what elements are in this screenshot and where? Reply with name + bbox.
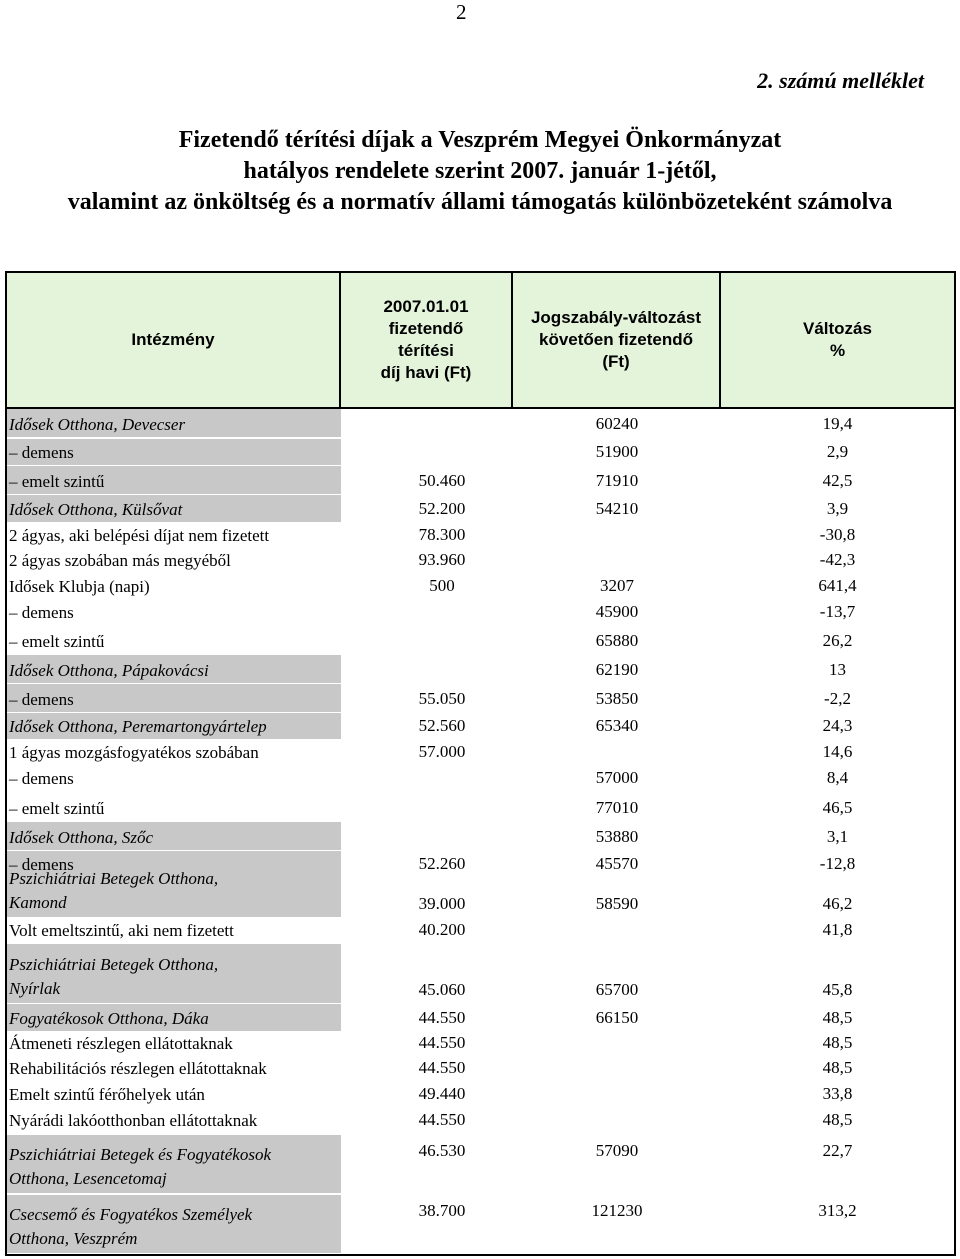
fee-table (5, 271, 956, 1256)
row-change: 3,9 (826, 499, 849, 518)
institution-text: – emelt szintű (9, 632, 341, 652)
table-row (7, 655, 954, 683)
row-institution (7, 792, 341, 821)
institution-text: Emelt szintű férőhelyek után (9, 1085, 205, 1104)
row-fee-2007 (341, 434, 513, 437)
row-change: 48,5 (822, 1008, 853, 1027)
row-institution (7, 1108, 341, 1133)
row-fee-after: 54210 (595, 499, 639, 518)
institution-text: – demens (9, 443, 341, 463)
title-line: hatályos rendelete szerint 2007. január 1-jétől, (243, 158, 717, 184)
row-institution (7, 548, 341, 573)
table-row (7, 822, 954, 850)
row-institution (7, 626, 341, 654)
row-fee-2007: 45.060 (418, 980, 466, 999)
row-fee-2007: 93.960 (418, 550, 466, 569)
row-fee-after: 62190 (595, 660, 639, 679)
row-fee-after: 65700 (595, 980, 639, 999)
row-institution (7, 1082, 341, 1107)
row-change: 46,5 (822, 798, 853, 817)
row-change: -12,8 (819, 854, 856, 873)
row-fee-2007: 39.000 (418, 894, 466, 913)
row-fee-2007: 40.200 (418, 920, 466, 939)
row-fee-after: 45570 (595, 854, 639, 873)
row-fee-after (513, 1130, 721, 1133)
table-row (7, 1195, 954, 1253)
institution-text: Csecsemő és Fogyatékos Személyek (9, 1205, 253, 1224)
institution-text: – emelt szintű (9, 799, 341, 819)
row-change: 8,4 (826, 768, 849, 787)
row-fee-after: 51900 (595, 442, 639, 461)
institution-text: – demens (9, 769, 341, 789)
institution-text: Pszichiátriai Betegek és Fogyatékosok (9, 1145, 271, 1164)
institution-text: Otthona, Lesencetomaj (9, 1169, 167, 1188)
table-header (7, 273, 954, 409)
institution-text: Otthona, Veszprém (9, 1229, 138, 1248)
institution-text: Volt emeltszintű, aki nem fizetett (9, 921, 234, 940)
row-change: -13,7 (819, 602, 856, 621)
header-line: Jogszabály-változást (530, 308, 702, 327)
institution-text: Idősek Otthona, Peremartongyártelep (9, 717, 267, 736)
row-change: 13 (829, 660, 846, 679)
table-row (7, 1031, 954, 1056)
institution-text: Rehabilitációs részlegen ellátottaknak (9, 1059, 267, 1078)
row-fee-2007: 55.050 (418, 689, 466, 708)
row-fee-2007: 44.550 (418, 1058, 466, 1077)
table-row (7, 740, 954, 765)
annex-label: 2. számú melléklet (757, 68, 924, 93)
row-fee-after: 77010 (595, 798, 639, 817)
row-fee-2007: 78.300 (418, 525, 466, 544)
header-line: Változás (803, 319, 872, 338)
row-institution (7, 600, 341, 625)
table-row (7, 626, 954, 654)
row-institution (7, 944, 341, 1003)
row-institution (7, 1004, 341, 1031)
table-row (7, 869, 954, 917)
row-institution (7, 684, 341, 712)
row-fee-after (513, 940, 721, 943)
header-institution (7, 273, 341, 409)
row-change: 3,1 (826, 827, 849, 846)
institution-text: – emelt szintű (9, 472, 341, 492)
row-institution (7, 495, 341, 522)
institution-text: Idősek Otthona, Devecser (9, 415, 186, 434)
row-fee-after: 71910 (595, 471, 639, 490)
row-fee-after: 57090 (595, 1141, 639, 1160)
table-row (7, 1135, 954, 1193)
institution-text: – demens (9, 603, 341, 623)
header-line: 2007.01.01 (383, 297, 469, 316)
row-change: 45,8 (822, 980, 853, 999)
header-line: követően fizetendő (539, 330, 693, 349)
table-row (7, 713, 954, 739)
row-institution (7, 439, 341, 465)
row-fee-2007: 52.560 (418, 716, 466, 735)
row-fee-after: 65340 (595, 716, 639, 735)
row-institution (7, 1135, 341, 1193)
row-fee-after (513, 762, 721, 765)
row-change: 48,5 (822, 1033, 853, 1052)
header-line: fizetendő (388, 319, 464, 338)
header-line: díj havi (Ft) (380, 363, 472, 382)
table-row (7, 792, 954, 821)
row-fee-2007: 52.260 (418, 854, 466, 873)
row-institution (7, 1031, 341, 1056)
row-institution (7, 918, 341, 943)
table-row (7, 466, 954, 494)
table-row (7, 766, 954, 791)
row-change: 41,8 (822, 920, 853, 939)
row-change: 641,4 (818, 576, 857, 595)
row-change: 14,6 (822, 742, 853, 761)
title-line: Fizetendő térítési díjak a Veszprém Megyei Önkormányzat (178, 127, 782, 153)
row-fee-2007 (341, 462, 513, 465)
header-line: % (829, 341, 846, 360)
row-fee-2007: 38.700 (418, 1201, 466, 1220)
row-fee-after: 121230 (591, 1201, 643, 1220)
row-institution (7, 573, 341, 599)
row-fee-2007: 500 (429, 576, 455, 595)
header-fee-2007 (341, 273, 513, 409)
row-change: 46,2 (822, 894, 853, 913)
institution-text: Idősek Otthona, Külsővat (9, 500, 183, 519)
table-row (7, 1082, 954, 1107)
row-change: 22,7 (822, 1141, 853, 1160)
row-fee-after: 57000 (595, 768, 639, 787)
row-institution (7, 822, 341, 850)
table-row (7, 1004, 954, 1031)
row-fee-2007: 44.550 (418, 1008, 466, 1027)
row-institution (7, 466, 341, 494)
row-change: -2,2 (824, 689, 851, 708)
header-line: (Ft) (602, 352, 630, 371)
row-fee-after: 66150 (595, 1008, 639, 1027)
row-change: 19,4 (822, 414, 853, 433)
table-row (7, 944, 954, 1003)
institution-text: Pszichiátriai Betegek Otthona, (9, 955, 219, 974)
row-change: 2,9 (826, 442, 849, 461)
institution-text: Nyírlak (9, 979, 60, 998)
institution-text: Átmeneti részlegen ellátottaknak (9, 1034, 233, 1053)
row-institution (7, 523, 341, 548)
row-institution (7, 869, 341, 917)
header-institution-label: Intézmény (131, 330, 215, 349)
row-fee-2007 (341, 651, 513, 654)
row-fee-after: 65880 (595, 631, 639, 650)
row-fee-2007 (341, 788, 513, 791)
row-fee-2007: 46.530 (418, 1141, 466, 1160)
row-change: 24,3 (822, 716, 853, 735)
table-row (7, 409, 954, 437)
title-line: valamint az önköltség és a normatív állami támogatás különbözeteként számolva (67, 189, 893, 215)
table-row (7, 548, 954, 573)
page-number: 2 (456, 0, 467, 24)
institution-text: Idősek Otthona, Szőc (9, 828, 154, 847)
row-institution (7, 740, 341, 765)
institution-text: – demens (9, 855, 341, 875)
institution-text: Pszichiátriai Betegek Otthona, (9, 869, 219, 888)
document-title (0, 125, 960, 218)
institution-text: Kamond (9, 893, 67, 912)
row-fee-after: 3207 (600, 576, 634, 595)
header-change (721, 273, 954, 409)
row-fee-after: 53880 (595, 827, 639, 846)
row-fee-after: 58590 (595, 894, 639, 913)
institution-text: 2 ágyas szobában más megyéből (9, 551, 231, 570)
institution-text: Idősek Otthona, Pápakovácsi (9, 661, 209, 680)
institution-text: Fogyatékosok Otthona, Dáka (9, 1009, 209, 1028)
table-row (7, 1056, 954, 1081)
row-fee-2007: 49.440 (418, 1084, 466, 1103)
row-institution (7, 713, 341, 739)
row-institution (7, 655, 341, 683)
table-row (7, 1108, 954, 1133)
row-fee-2007: 44.550 (418, 1033, 466, 1052)
row-change: 33,8 (822, 1084, 853, 1103)
row-institution (7, 1195, 341, 1253)
institution-text: – demens (9, 690, 341, 710)
row-institution (7, 766, 341, 791)
table-row (7, 495, 954, 522)
row-change: -42,3 (819, 550, 856, 569)
table-row (7, 523, 954, 548)
row-fee-2007: 57.000 (418, 742, 466, 761)
row-institution (7, 1056, 341, 1081)
row-change: 313,2 (818, 1201, 857, 1220)
row-fee-2007: 44.550 (418, 1110, 466, 1129)
row-change: 42,5 (822, 471, 853, 490)
row-change: 48,5 (822, 1058, 853, 1077)
institution-text: 1 ágyas mozgásfogyatékos szobában (9, 743, 259, 762)
row-fee-2007: 50.460 (418, 471, 466, 490)
institution-text: 2 ágyas, aki belépési díjat nem fizetett (9, 526, 270, 545)
table-row (7, 573, 954, 599)
row-fee-2007 (341, 622, 513, 625)
row-fee-after: 60240 (595, 414, 639, 433)
table-row (7, 600, 954, 625)
table-row (7, 918, 954, 943)
header-line: térítési (398, 341, 454, 360)
row-change: -30,8 (819, 525, 856, 544)
row-fee-after (513, 1078, 721, 1081)
row-change: 48,5 (822, 1110, 853, 1129)
row-change: 26,2 (822, 631, 853, 650)
table-row (7, 684, 954, 712)
row-fee-2007: 52.200 (418, 499, 466, 518)
table-row (7, 439, 954, 465)
row-fee-2007 (341, 818, 513, 821)
row-fee-2007 (341, 847, 513, 850)
row-institution (7, 409, 341, 437)
row-fee-after (513, 1104, 721, 1107)
institution-text: Nyárádi lakóotthonban ellátottaknak (9, 1111, 258, 1130)
header-fee-after (513, 273, 721, 409)
row-fee-2007 (341, 680, 513, 683)
row-fee-after: 53850 (595, 689, 639, 708)
row-fee-after: 45900 (595, 602, 639, 621)
institution-text: Idősek Klubja (napi) (9, 577, 150, 596)
